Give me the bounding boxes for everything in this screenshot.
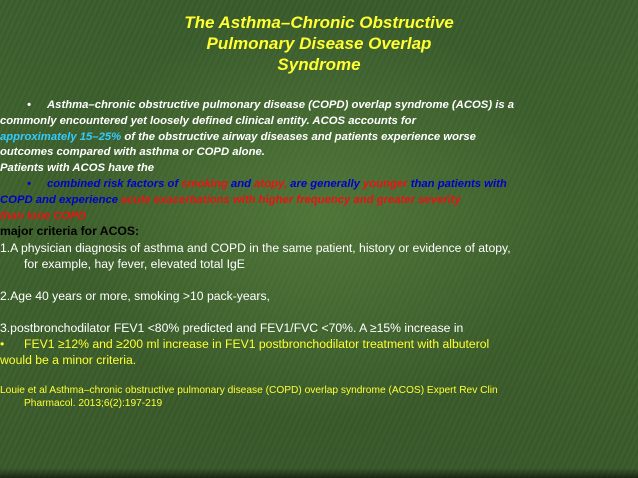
intro-highlight: approximately 15–25% <box>0 130 122 143</box>
risk-text-1: combined risk factors of <box>47 177 182 190</box>
title-line-3: Syndrome <box>277 55 361 74</box>
title-line-1: The Asthma–Chronic Obstructive <box>184 13 454 32</box>
intro-line-1 <box>27 98 617 114</box>
bullet-icon: • <box>27 177 31 190</box>
criterion-2: 2.Age 40 years or more, smoking >10 pack-years, <box>0 289 270 304</box>
risk-text-2: and <box>227 177 255 190</box>
spacer <box>0 304 617 320</box>
minor-criterion-line-2: would be a minor criteria. <box>0 353 137 368</box>
criterion-3: 3.postbronchodilator FEV1 <80% predicted and FEV1/FVC <70%. A ≥15% increase in <box>0 321 464 336</box>
risk-text-5: COPD and experience <box>0 193 122 206</box>
title-line-2: Pulmonary Disease Overlap <box>206 34 432 53</box>
bullet-icon: • <box>0 337 5 352</box>
reference-line-2: Pharmacol. 2013;6(2):197-219 <box>24 398 163 410</box>
risk-atopy: atopy, <box>254 177 288 190</box>
intro-line-3 <box>0 130 617 146</box>
risk-exacerbations: acute exacerbations with higher frequency and greater severity <box>121 193 461 206</box>
minor-criterion-text: FEV1 ≥12% and ≥200 ml increase in FEV1 postbronchodilator treatment with albuterol <box>24 337 490 352</box>
risk-line-2 <box>0 193 617 209</box>
criterion-1-line-1: 1.A physician diagnosis of asthma and COPD in the same patient, history or evidence of atopy, <box>0 241 511 256</box>
major-criteria-heading: major criteria for ACOS: <box>0 224 140 239</box>
intro-line-5: Patients with ACOS have the <box>0 162 155 175</box>
risk-younger: younger <box>363 177 408 190</box>
criteria-list <box>0 240 617 368</box>
bullet-icon: • <box>27 99 31 111</box>
reference <box>0 384 617 410</box>
risk-paragraph <box>0 177 617 224</box>
slide-title <box>0 12 638 75</box>
risk-text-3: are generally <box>287 177 364 190</box>
risk-smoking: smoking <box>181 177 228 190</box>
reference-line-1: Louie et al Asthma–chronic obstructive pulmonary disease (COPD) overlap syndrome (ACOS) Expert Rev Clin <box>0 385 498 397</box>
criterion-1-line-2: for example, hay fever, elevated total IgE <box>24 257 245 272</box>
risk-line-3: than lone COPD <box>0 209 86 222</box>
intro-paragraph <box>0 98 617 177</box>
spacer <box>0 272 617 288</box>
intro-text-1: Asthma–chronic obstructive pulmonary disease (COPD) overlap syndrome (ACOS) is a <box>47 99 515 111</box>
risk-text-4: than patients with <box>407 177 507 190</box>
minor-criterion-line-1 <box>0 336 617 352</box>
intro-line-4: outcomes compared with asthma or COPD alone. <box>0 146 265 159</box>
intro-line-2: commonly encountered yet loosely defined clinical entity. ACOS accounts for <box>0 114 416 127</box>
risk-line-1 <box>27 177 617 193</box>
slide-body <box>0 98 617 410</box>
intro-text-3: of the obstructive airway diseases and patients experience worse <box>121 130 476 143</box>
